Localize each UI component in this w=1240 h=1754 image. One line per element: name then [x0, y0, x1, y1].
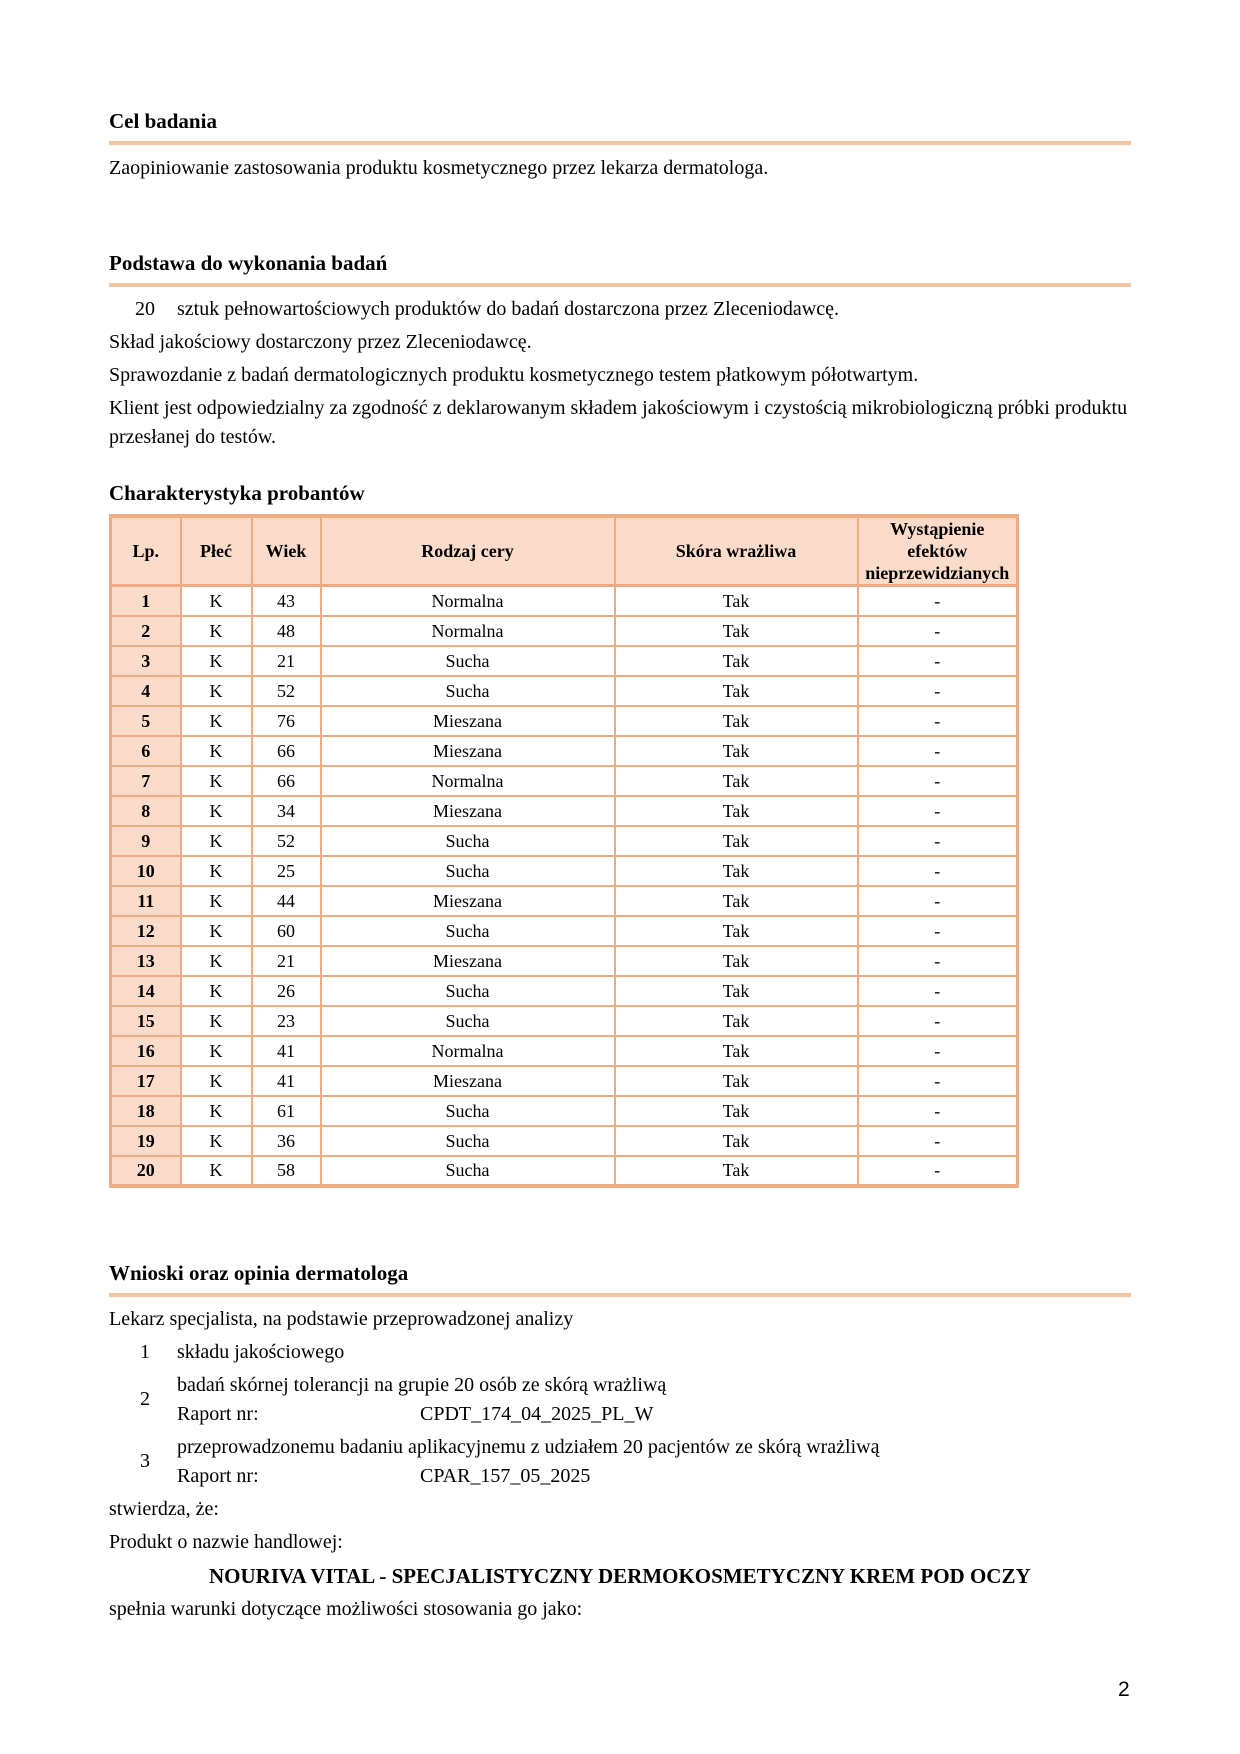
table-row [111, 1036, 1018, 1066]
raport-number: CPAR_157_05_2025 [420, 1464, 591, 1487]
cell-wiek: 21 [252, 946, 321, 976]
section-title-podstawa: Podstawa do wykonania badań [109, 251, 388, 275]
cell-plec: K [181, 736, 252, 766]
cell-plec: K [181, 706, 252, 736]
table-head [111, 516, 1018, 586]
cell-efekty: - [858, 586, 1018, 616]
cell-rodzaj-cery: Sucha [321, 1096, 615, 1126]
product-name: NOURIVA VITAL - SPECJALISTYCZNY DERMOKOSMETYCZNY KREM POD OCZY [209, 1563, 1031, 1588]
raport-label: Raport nr: [177, 1464, 259, 1487]
cell-efekty: - [858, 676, 1018, 706]
cell-efekty: - [858, 1096, 1018, 1126]
wnioski-item-2 [109, 1371, 1131, 1429]
cell-plec: K [181, 676, 252, 706]
column-header: Wiek [252, 516, 321, 586]
cell-skora-wrazliwa: Tak [615, 676, 858, 706]
cell-efekty: - [858, 706, 1018, 736]
cell-plec: K [181, 946, 252, 976]
cell-skora-wrazliwa: Tak [615, 646, 858, 676]
cell-skora-wrazliwa: Tak [615, 916, 858, 946]
cell-wiek: 60 [252, 916, 321, 946]
cell-wiek: 66 [252, 766, 321, 796]
item-body [177, 1433, 1131, 1491]
cell-rodzaj-cery: Mieszana [321, 886, 615, 916]
cell-rodzaj-cery: Normalna [321, 586, 615, 616]
cell-skora-wrazliwa: Tak [615, 976, 858, 1006]
table-body [111, 586, 1018, 1186]
cell-lp: 7 [111, 766, 181, 796]
table-row [111, 976, 1018, 1006]
cell-efekty: - [858, 826, 1018, 856]
cell-wiek: 36 [252, 1126, 321, 1156]
cell-plec: K [181, 856, 252, 886]
section-wnioski [109, 1260, 1131, 1624]
cell-lp: 4 [111, 676, 181, 706]
item-number: 2 [140, 1388, 150, 1410]
section-rule [109, 283, 1131, 287]
cell-lp: 14 [111, 976, 181, 1006]
product-intro-line: Produkt o nazwie handlowej: [109, 1530, 343, 1553]
cell-rodzaj-cery: Mieszana [321, 796, 615, 826]
table-row [111, 886, 1018, 916]
cell-rodzaj-cery: Sucha [321, 646, 615, 676]
cell-lp: 1 [111, 586, 181, 616]
cell-efekty: - [858, 1156, 1018, 1186]
table-row [111, 616, 1018, 646]
cell-rodzaj-cery: Sucha [321, 916, 615, 946]
cell-skora-wrazliwa: Tak [615, 1096, 858, 1126]
table-row [111, 856, 1018, 886]
cell-wiek: 58 [252, 1156, 321, 1186]
item-number: 1 [140, 1340, 150, 1363]
cell-lp: 8 [111, 796, 181, 826]
section-probanci [109, 480, 1131, 1188]
cell-lp: 6 [111, 736, 181, 766]
cell-skora-wrazliwa: Tak [615, 586, 858, 616]
column-header: Lp. [111, 516, 181, 586]
cell-lp: 9 [111, 826, 181, 856]
cel-body-text: Zaopiniowanie zastosowania produktu kosmetycznego przez lekarza dermatologa. [109, 157, 769, 179]
cell-lp: 5 [111, 706, 181, 736]
table-row [111, 826, 1018, 856]
cell-efekty: - [858, 766, 1018, 796]
raport-row [177, 1462, 1131, 1491]
cell-lp: 10 [111, 856, 181, 886]
table-row [111, 586, 1018, 616]
cell-wiek: 41 [252, 1066, 321, 1096]
column-header: Wystąpienie efektów nieprzewidzianych [858, 516, 1018, 586]
table-row [111, 946, 1018, 976]
wnioski-intro: Lekarz specjalista, na podstawie przeprowadzonej analizy [109, 1307, 574, 1330]
table-row [111, 706, 1018, 736]
cell-rodzaj-cery: Sucha [321, 826, 615, 856]
raport-row [177, 1400, 1131, 1429]
cell-efekty: - [858, 886, 1018, 916]
cell-plec: K [181, 646, 252, 676]
cell-lp: 13 [111, 946, 181, 976]
cell-lp: 3 [111, 646, 181, 676]
cell-plec: K [181, 586, 252, 616]
cell-rodzaj-cery: Sucha [321, 676, 615, 706]
column-header: Płeć [181, 516, 252, 586]
cell-wiek: 34 [252, 796, 321, 826]
item-text: przeprowadzonemu badaniu aplikacyjnemu z udziałem 20 pacjentów ze skórą wrażliwą [177, 1435, 880, 1458]
page-number: 2 [1118, 1678, 1130, 1701]
cell-skora-wrazliwa: Tak [615, 886, 858, 916]
table-row [111, 1156, 1018, 1186]
cell-skora-wrazliwa: Tak [615, 1036, 858, 1066]
cell-skora-wrazliwa: Tak [615, 856, 858, 886]
cell-rodzaj-cery: Sucha [321, 1126, 615, 1156]
table-header-row [111, 516, 1018, 586]
section-rule [109, 141, 1131, 145]
cell-wiek: 76 [252, 706, 321, 736]
cell-skora-wrazliwa: Tak [615, 1066, 858, 1096]
table-row [111, 916, 1018, 946]
cell-rodzaj-cery: Sucha [321, 1006, 615, 1036]
cell-skora-wrazliwa: Tak [615, 616, 858, 646]
cell-skora-wrazliwa: Tak [615, 1006, 858, 1036]
cell-wiek: 66 [252, 736, 321, 766]
cell-plec: K [181, 916, 252, 946]
cell-plec: K [181, 766, 252, 796]
section-rule [109, 1293, 1131, 1297]
cell-efekty: - [858, 736, 1018, 766]
item-body [177, 1371, 1131, 1429]
raport-label: Raport nr: [177, 1402, 259, 1425]
cell-plec: K [181, 1126, 252, 1156]
cell-rodzaj-cery: Sucha [321, 976, 615, 1006]
cell-skora-wrazliwa: Tak [615, 706, 858, 736]
table-row [111, 646, 1018, 676]
section-cel-badania [109, 108, 1131, 183]
cell-lp: 11 [111, 886, 181, 916]
cell-efekty: - [858, 646, 1018, 676]
cell-rodzaj-cery: Mieszana [321, 1066, 615, 1096]
cell-plec: K [181, 826, 252, 856]
cell-plec: K [181, 976, 252, 1006]
cell-plec: K [181, 1156, 252, 1186]
cell-wiek: 48 [252, 616, 321, 646]
stwierdza-line: stwierdza, że: [109, 1497, 219, 1520]
cell-plec: K [181, 1006, 252, 1036]
cell-skora-wrazliwa: Tak [615, 766, 858, 796]
cell-wiek: 25 [252, 856, 321, 886]
cell-skora-wrazliwa: Tak [615, 826, 858, 856]
cell-skora-wrazliwa: Tak [615, 736, 858, 766]
cell-wiek: 41 [252, 1036, 321, 1066]
cell-lp: 19 [111, 1126, 181, 1156]
table-row [111, 1006, 1018, 1036]
cell-lp: 17 [111, 1066, 181, 1096]
cell-rodzaj-cery: Sucha [321, 856, 615, 886]
cell-wiek: 21 [252, 646, 321, 676]
section-title-cel: Cel badania [109, 109, 217, 133]
cell-lp: 20 [111, 1156, 181, 1186]
table-row [111, 676, 1018, 706]
cell-wiek: 44 [252, 886, 321, 916]
cell-efekty: - [858, 796, 1018, 826]
cell-skora-wrazliwa: Tak [615, 796, 858, 826]
cell-rodzaj-cery: Sucha [321, 1156, 615, 1186]
cell-rodzaj-cery: Mieszana [321, 946, 615, 976]
item-text: składu jakościowego [177, 1340, 345, 1363]
cell-wiek: 43 [252, 586, 321, 616]
cell-rodzaj-cery: Mieszana [321, 736, 615, 766]
cell-rodzaj-cery: Mieszana [321, 706, 615, 736]
cell-wiek: 61 [252, 1096, 321, 1126]
cell-skora-wrazliwa: Tak [615, 946, 858, 976]
cell-plec: K [181, 616, 252, 646]
cell-wiek: 52 [252, 676, 321, 706]
podstawa-item [109, 295, 1131, 324]
table-row [111, 736, 1018, 766]
probanci-table [109, 514, 1019, 1188]
podstawa-paragraph: Sprawozdanie z badań dermatologicznych produktu kosmetycznego testem płatkowym półotwartym. [109, 364, 919, 386]
cell-efekty: - [858, 1006, 1018, 1036]
cell-plec: K [181, 1096, 252, 1126]
cell-wiek: 23 [252, 1006, 321, 1036]
table-row [111, 766, 1018, 796]
cell-efekty: - [858, 1066, 1018, 1096]
cell-efekty: - [858, 856, 1018, 886]
cell-rodzaj-cery: Normalna [321, 1036, 615, 1066]
item-number: 20 [135, 298, 155, 320]
cell-wiek: 26 [252, 976, 321, 1006]
cell-rodzaj-cery: Normalna [321, 616, 615, 646]
table-row [111, 1066, 1018, 1096]
cell-efekty: - [858, 976, 1018, 1006]
cell-rodzaj-cery: Normalna [321, 766, 615, 796]
item-text: sztuk pełnowartościowych produktów do badań dostarczona przez Zleceniodawcę. [177, 298, 839, 320]
cell-efekty: - [858, 1126, 1018, 1156]
outro-line: spełnia warunki dotyczące możliwości stosowania go jako: [109, 1597, 583, 1620]
cell-plec: K [181, 1036, 252, 1066]
cell-skora-wrazliwa: Tak [615, 1126, 858, 1156]
cell-wiek: 52 [252, 826, 321, 856]
cell-lp: 16 [111, 1036, 181, 1066]
wnioski-item-3 [109, 1433, 1131, 1491]
raport-number: CPDT_174_04_2025_PL_W [420, 1402, 654, 1425]
podstawa-paragraph: Skład jakościowy dostarczony przez Zleceniodawcę. [109, 331, 532, 353]
section-podstawa [109, 250, 1131, 452]
cell-lp: 12 [111, 916, 181, 946]
cell-lp: 15 [111, 1006, 181, 1036]
cell-skora-wrazliwa: Tak [615, 1156, 858, 1186]
cell-efekty: - [858, 946, 1018, 976]
column-header: Skóra wrażliwa [615, 516, 858, 586]
item-number: 3 [140, 1450, 150, 1472]
section-title-wnioski: Wnioski oraz opinia dermatologa [109, 1260, 409, 1285]
table-row [111, 1126, 1018, 1156]
cell-efekty: - [858, 616, 1018, 646]
wnioski-item-1 [109, 1338, 1131, 1367]
table-row [111, 796, 1018, 826]
item-text: badań skórnej tolerancji na grupie 20 osób ze skórą wrażliwą [177, 1373, 667, 1396]
cell-lp: 2 [111, 616, 181, 646]
column-header: Rodzaj cery [321, 516, 615, 586]
section-title-probanci: Charakterystyka probantów [109, 481, 365, 505]
cell-plec: K [181, 1066, 252, 1096]
cell-lp: 18 [111, 1096, 181, 1126]
cell-plec: K [181, 886, 252, 916]
cell-efekty: - [858, 1036, 1018, 1066]
cell-efekty: - [858, 916, 1018, 946]
table-row [111, 1096, 1018, 1126]
podstawa-paragraph: Klient jest odpowiedzialny za zgodność z deklarowanym składem jakościowym i czystością mikrobiologiczną próbki produktu przesłanej do testów. [109, 397, 1128, 448]
cell-plec: K [181, 796, 252, 826]
